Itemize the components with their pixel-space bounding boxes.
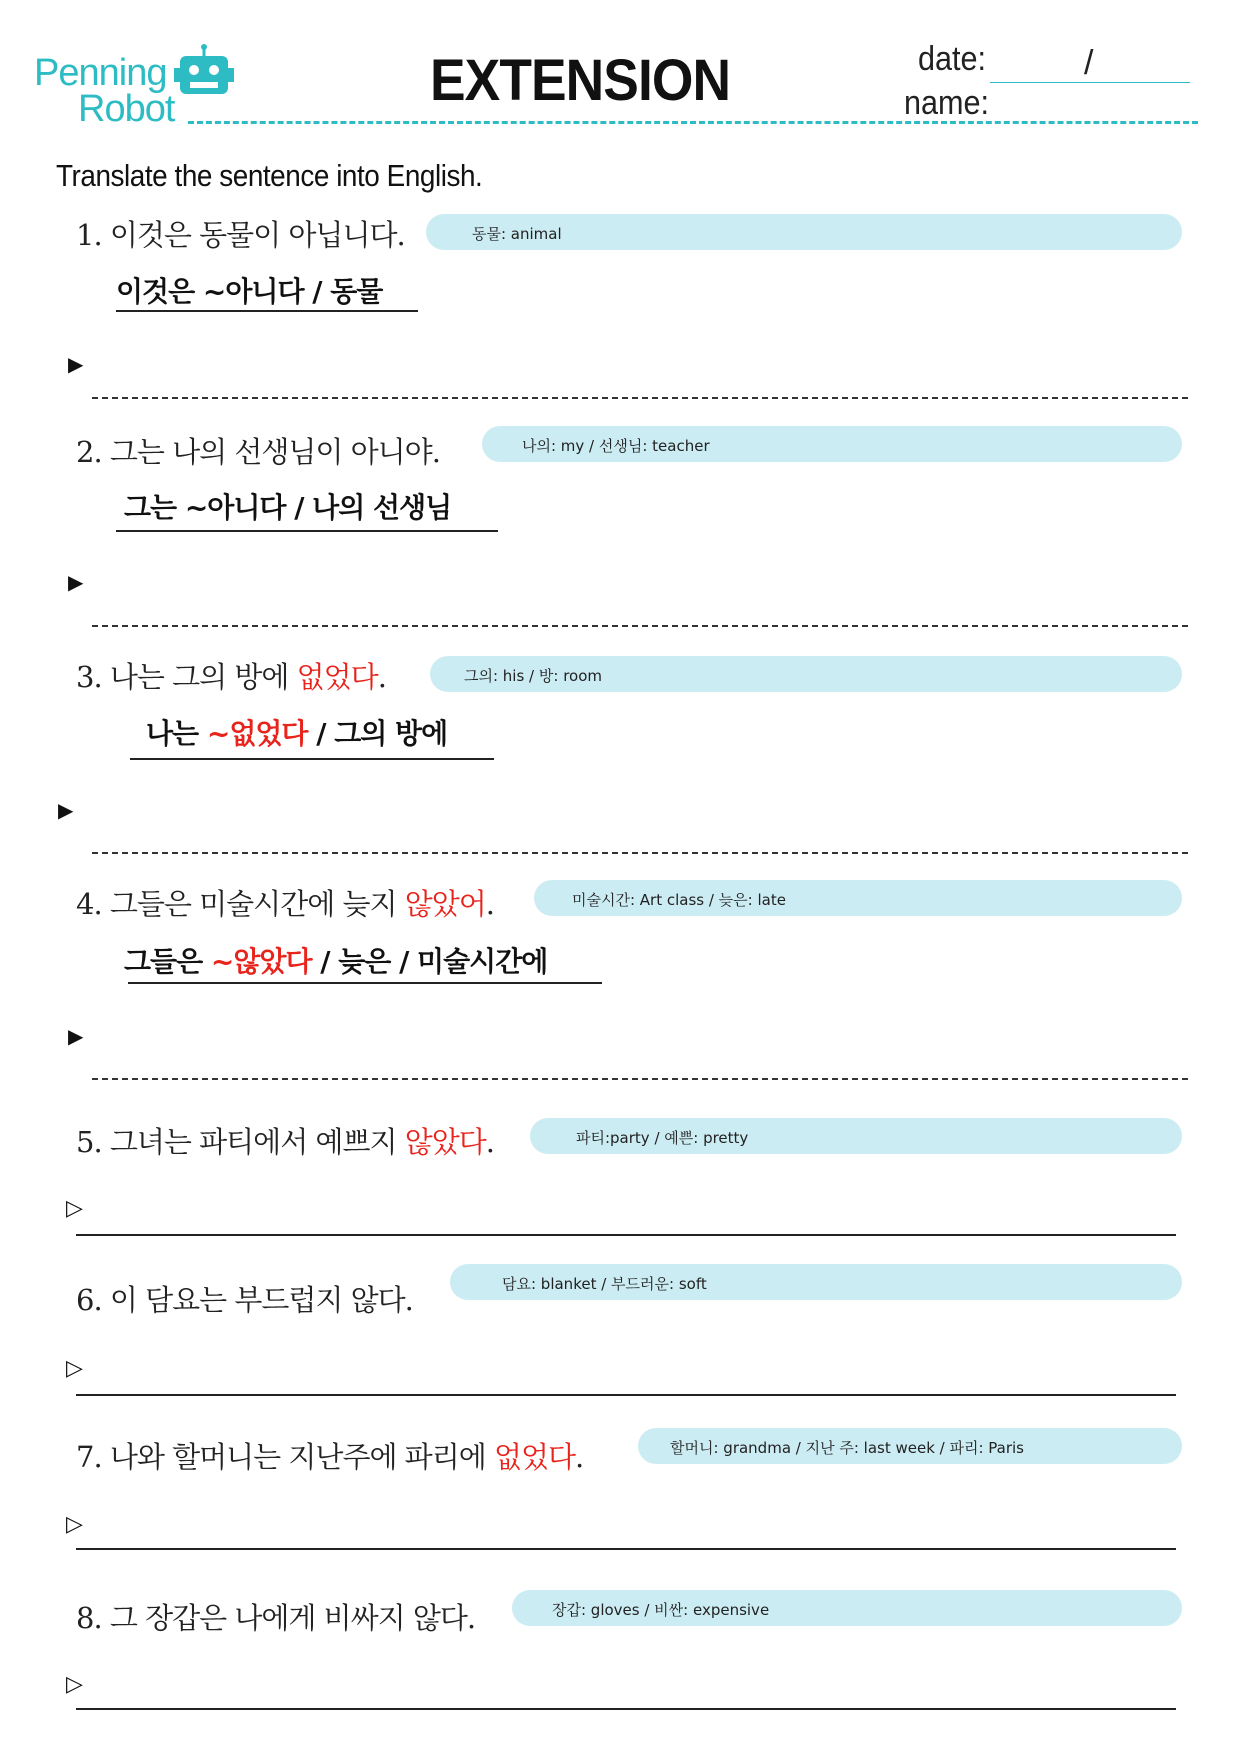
hint-bubble-8 bbox=[512, 1590, 1182, 1626]
question-text: 그들은 미술시간에 늦지 bbox=[109, 887, 405, 921]
answer-arrow-icon: ▶ bbox=[58, 798, 74, 822]
hint-bubble-6 bbox=[450, 1264, 1182, 1300]
answer-arrow-outline-icon: ▷ bbox=[66, 1672, 83, 1697]
hint-bubble-5 bbox=[530, 1118, 1182, 1154]
date-slash: / bbox=[1084, 44, 1094, 82]
guide-text: 이것은 ~아니다 / 동물 bbox=[116, 275, 383, 308]
question-7 bbox=[76, 1435, 583, 1476]
hint-bubble-2 bbox=[482, 426, 1182, 462]
guide-1 bbox=[116, 270, 382, 310]
hint-text: 장갑: gloves / 비싼: expensive bbox=[552, 1601, 770, 1619]
logo-text-line2: Robot bbox=[78, 88, 175, 130]
answer-line[interactable] bbox=[76, 1708, 1176, 1710]
hint-bubble-4 bbox=[534, 880, 1182, 916]
question-text: 나와 할머니는 지난주에 파리에 bbox=[109, 1440, 494, 1474]
question-end: . bbox=[485, 887, 494, 921]
guide-text-end: / 늦은 / 미술시간에 bbox=[311, 945, 548, 978]
answer-dashed-line[interactable] bbox=[92, 397, 1188, 399]
question-8 bbox=[76, 1596, 475, 1637]
guide-underline bbox=[116, 310, 418, 312]
question-6 bbox=[76, 1278, 413, 1319]
hint-text: 파티:party / 예쁜: pretty bbox=[576, 1129, 749, 1147]
answer-arrow-icon: ▶ bbox=[68, 1024, 84, 1048]
question-number: 2. bbox=[76, 435, 102, 469]
guide-text-end: / 그의 방에 bbox=[307, 717, 448, 750]
hint-text: 그의: his / 방: room bbox=[464, 667, 602, 685]
question-number: 5. bbox=[76, 1125, 102, 1159]
guide-underline bbox=[130, 758, 494, 760]
penning-robot-logo bbox=[34, 38, 234, 128]
question-number: 8. bbox=[76, 1601, 102, 1635]
guide-emphasis: ~않았다 bbox=[210, 945, 312, 978]
question-2 bbox=[76, 430, 440, 471]
guide-emphasis: ~없었다 bbox=[206, 717, 308, 750]
hint-bubble-7 bbox=[638, 1428, 1182, 1464]
hint-bubble-1 bbox=[426, 214, 1182, 250]
robot-icon bbox=[174, 44, 234, 98]
date-label: date: bbox=[918, 40, 987, 78]
hint-text: 담요: blanket / 부드러운: soft bbox=[502, 1275, 707, 1293]
logo-text-line1: Penning bbox=[34, 52, 167, 94]
answer-arrow-outline-icon: ▷ bbox=[66, 1512, 83, 1537]
question-text: 이 담요는 부드럽지 않다. bbox=[109, 1283, 413, 1317]
question-4 bbox=[76, 882, 494, 923]
question-end: . bbox=[575, 1440, 584, 1474]
answer-dashed-line[interactable] bbox=[92, 625, 1188, 627]
question-text: 나는 그의 방에 bbox=[109, 660, 297, 694]
question-number: 1. bbox=[76, 218, 102, 252]
instruction-text: Translate the sentence into English. bbox=[56, 158, 483, 193]
guide-text: 나는 bbox=[146, 717, 207, 750]
question-end: . bbox=[377, 660, 386, 694]
guide-text: 그는 ~아니다 / 나의 선생님 bbox=[124, 491, 452, 524]
question-1 bbox=[76, 213, 405, 254]
question-number: 7. bbox=[76, 1440, 102, 1474]
question-end: . bbox=[485, 1125, 494, 1159]
question-emphasis: 않았어 bbox=[404, 887, 486, 921]
question-text: 이것은 동물이 아닙니다. bbox=[109, 218, 405, 252]
guide-underline bbox=[116, 530, 498, 532]
answer-arrow-outline-icon: ▷ bbox=[66, 1196, 83, 1221]
guide-text: 그들은 bbox=[124, 945, 211, 978]
page-title: EXTENSION bbox=[430, 48, 731, 113]
guide-underline bbox=[128, 982, 602, 984]
question-number: 3. bbox=[76, 660, 102, 694]
question-number: 4. bbox=[76, 887, 102, 921]
answer-line[interactable] bbox=[76, 1548, 1176, 1550]
question-emphasis: 없었다 bbox=[493, 1440, 575, 1474]
answer-dashed-line[interactable] bbox=[92, 852, 1188, 854]
answer-line[interactable] bbox=[76, 1234, 1176, 1236]
date-field[interactable] bbox=[990, 82, 1190, 83]
answer-arrow-icon: ▶ bbox=[68, 352, 84, 376]
question-emphasis: 않았다 bbox=[404, 1125, 486, 1159]
guide-3 bbox=[146, 712, 447, 752]
question-text: 그는 나의 선생님이 아니야. bbox=[109, 435, 440, 469]
name-label: name: bbox=[904, 84, 990, 122]
hint-text: 동물: animal bbox=[472, 225, 562, 243]
question-text: 그 장갑은 나에게 비싸지 않다. bbox=[109, 1601, 476, 1635]
hint-bubble-3 bbox=[430, 656, 1182, 692]
answer-line[interactable] bbox=[76, 1394, 1176, 1396]
answer-dashed-line[interactable] bbox=[92, 1078, 1188, 1080]
hint-text: 미술시간: Art class / 늦은: late bbox=[572, 891, 786, 909]
question-3 bbox=[76, 655, 386, 696]
header-divider bbox=[188, 121, 1198, 124]
hint-text: 할머니: grandma / 지난 주: last week / 파리: Paris bbox=[670, 1439, 1024, 1457]
hint-text: 나의: my / 선생님: teacher bbox=[522, 437, 710, 455]
question-5 bbox=[76, 1120, 494, 1161]
guide-2 bbox=[124, 486, 451, 526]
question-text: 그녀는 파티에서 예쁘지 bbox=[109, 1125, 405, 1159]
question-number: 6. bbox=[76, 1283, 102, 1317]
guide-4 bbox=[124, 940, 547, 980]
answer-arrow-icon: ▶ bbox=[68, 570, 84, 594]
answer-arrow-outline-icon: ▷ bbox=[66, 1356, 83, 1381]
question-emphasis: 없었다 bbox=[296, 660, 378, 694]
